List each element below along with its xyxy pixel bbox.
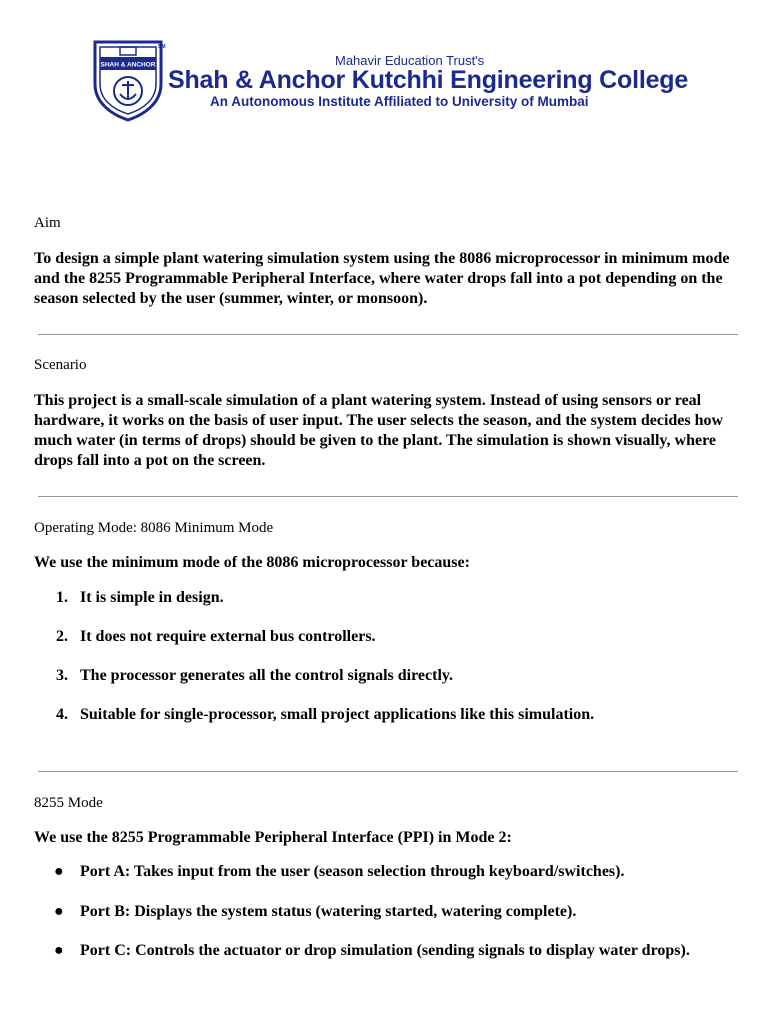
college-logo (90, 38, 166, 122)
divider (38, 334, 738, 335)
list-item-text: The processor generates all the control signals directly. (80, 667, 454, 684)
college-name: Shah & Anchor Kutchhi Engineering College (168, 66, 689, 94)
list-number: 1. (56, 589, 68, 606)
trust-name: Mahavir Education Trust's (335, 53, 485, 68)
list-item-text: It is simple in design. (80, 589, 224, 606)
aim-text: To design a simple plant watering simulation system using the 8086 microprocessor in minimum mode and the 8255 Programmable Peripheral Interface, where water drops fall into a pot depending on the season selected by the user (summer, winter, or monsoon). (34, 250, 730, 307)
aim-heading: Aim (34, 215, 61, 231)
list-number: 4. (56, 706, 68, 723)
list-item-text: Port A: Takes input from the user (season selection through keyboard/switches). (80, 863, 625, 880)
scenario-text: This project is a small-scale simulation of a plant watering system. Instead of using sensors or real hardware, it works on the basis of user input. The user selects the season, and the system decides how much water (in terms of drops) should be given to the plant. The simulation is shown visually, where drops fall into a pot on the screen. (34, 392, 724, 469)
list-item-text: Port B: Displays the system status (watering started, watering complete). (80, 903, 577, 920)
bullet-icon: ● (54, 942, 64, 959)
mode-8255-intro: We use the 8255 Programmable Peripheral Interface (PPI) in Mode 2: (34, 829, 512, 846)
divider (38, 496, 738, 497)
list-item-text: Port C: Controls the actuator or drop simulation (sending signals to display water drops). (80, 942, 690, 959)
mode-8255-heading: 8255 Mode (34, 795, 103, 811)
affiliation-line: An Autonomous Institute Affiliated to University of Mumbai (210, 94, 589, 109)
operating-mode-heading: Operating Mode: 8086 Minimum Mode (34, 520, 274, 536)
list-number: 3. (56, 667, 68, 684)
operating-mode-intro: We use the minimum mode of the 8086 microprocessor because: (34, 554, 470, 571)
list-item-text: Suitable for single-processor, small project applications like this simulation. (80, 706, 595, 723)
scenario-heading: Scenario (34, 357, 87, 373)
logo-mark: SM (158, 44, 166, 50)
college-header (0, 0, 768, 130)
list-item-text: It does not require external bus controllers. (80, 628, 376, 645)
bullet-icon: ● (54, 903, 64, 920)
bullet-icon: ● (54, 863, 64, 880)
list-number: 2. (56, 628, 68, 645)
logo-text: SHAH & ANCHOR (100, 61, 156, 69)
divider (38, 771, 738, 772)
